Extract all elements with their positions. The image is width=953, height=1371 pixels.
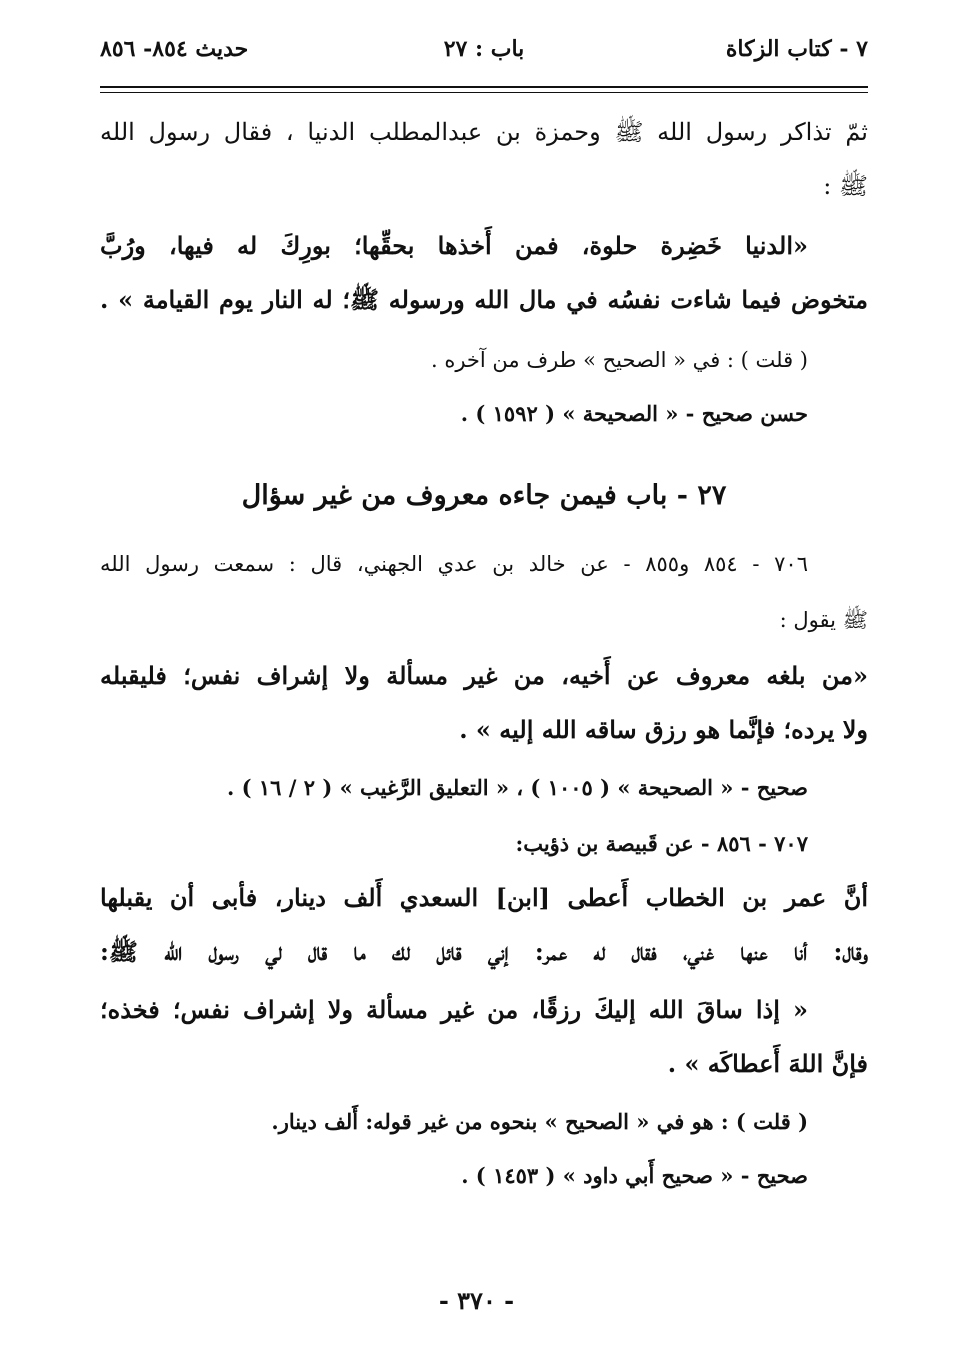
chapter-title: ٧ - كتاب الزكاة <box>725 36 868 62</box>
page-number: - ٣٧٠ - <box>438 1286 515 1315</box>
page-header <box>100 36 868 76</box>
grading-line-1: حسن صحيح - « الصحيحة » ( ١٥٩٢ ) . <box>460 401 808 426</box>
note-line-2: ( قلت ) : هو في « الصحيح » بنحوه من غير قوله: أَلف دينار. <box>271 1109 808 1134</box>
text-line-2: ﷺ : <box>823 172 868 200</box>
header-rule-thick <box>100 86 868 88</box>
isnad-line-2: ﷺ يقول : <box>779 608 868 632</box>
isnad-line-3: ٧٠٧ - ٨٥٦ - عن قَبيصة بن ذؤيب: <box>515 831 808 856</box>
hadith-range: حديث ٨٥٤- ٨٥٦ <box>100 36 249 62</box>
bab-number: باب : ٢٧ <box>443 36 525 62</box>
note-line: ( قلت ) : في « الصحيح » طرف من آخره . <box>430 348 808 372</box>
text-line-1: ثمّ تذاكر رسول الله ﷺ وحمزة بن عبدالمطلب الدنيا ، فقال رسول الله <box>100 118 868 146</box>
narrative-line-2: وقال: أنا عنها غني، فقال له عمر: إني قائل لك ما قال لي رسول الله ﷺ: <box>100 937 868 966</box>
header-rule-thin <box>100 92 868 93</box>
hadith3-text-line-1: « إذا ساقَ الله إليكَ رزقًا، من غير مسألة ولا إشراف نفس؛ فخذه؛ <box>100 995 808 1024</box>
hadith-text-line-2: متخوض فيما شاءت نفسُه في مال الله ورسوله ﷺ؛ له النار يوم القيامة » . <box>100 285 868 314</box>
hadith2-text-line-2: ولا يرده؛ فإنَّما هو رزق ساقه الله إليه » . <box>459 715 868 744</box>
hadith2-text-line-1: «من بلغه معروف عن أَخيه، من غير مسألة ولا إشراف نفس؛ فليقبله <box>100 661 868 690</box>
grading-line-3: صحيح - « صحيح أَبي داود » ( ١٤٥٣ ) . <box>461 1163 808 1188</box>
hadith3-text-line-2: فإنَّ اللهَ أَعطاكَه » . <box>667 1049 868 1078</box>
narrative-line-1: أنَّ عمر بن الخطاب أَعطى [ابن] السعدي أَلف دينار، فأبى أن يقبلها <box>100 883 868 912</box>
grading-line-2: صحيح - « الصحيحة » ( ١٠٠٥ ) ، « التعليق الرَّغيب » ( ٢ / ١٦ ) . <box>227 775 808 800</box>
isnad-line-1: ٧٠٦ - ٨٥٤ و٨٥٥ - عن خالد بن عدي الجهني، قال : سمعت رسول الله <box>100 552 808 576</box>
section-title: ٢٧ - باب فيمن جاءه معروف من غير سؤال <box>241 480 727 511</box>
hadith-text-line-1: «الدنيا خَضِرة حلوة، فمن أَخذها بحقِّها؛ بورِكَ له فيها، ورُبَّ <box>100 231 808 260</box>
